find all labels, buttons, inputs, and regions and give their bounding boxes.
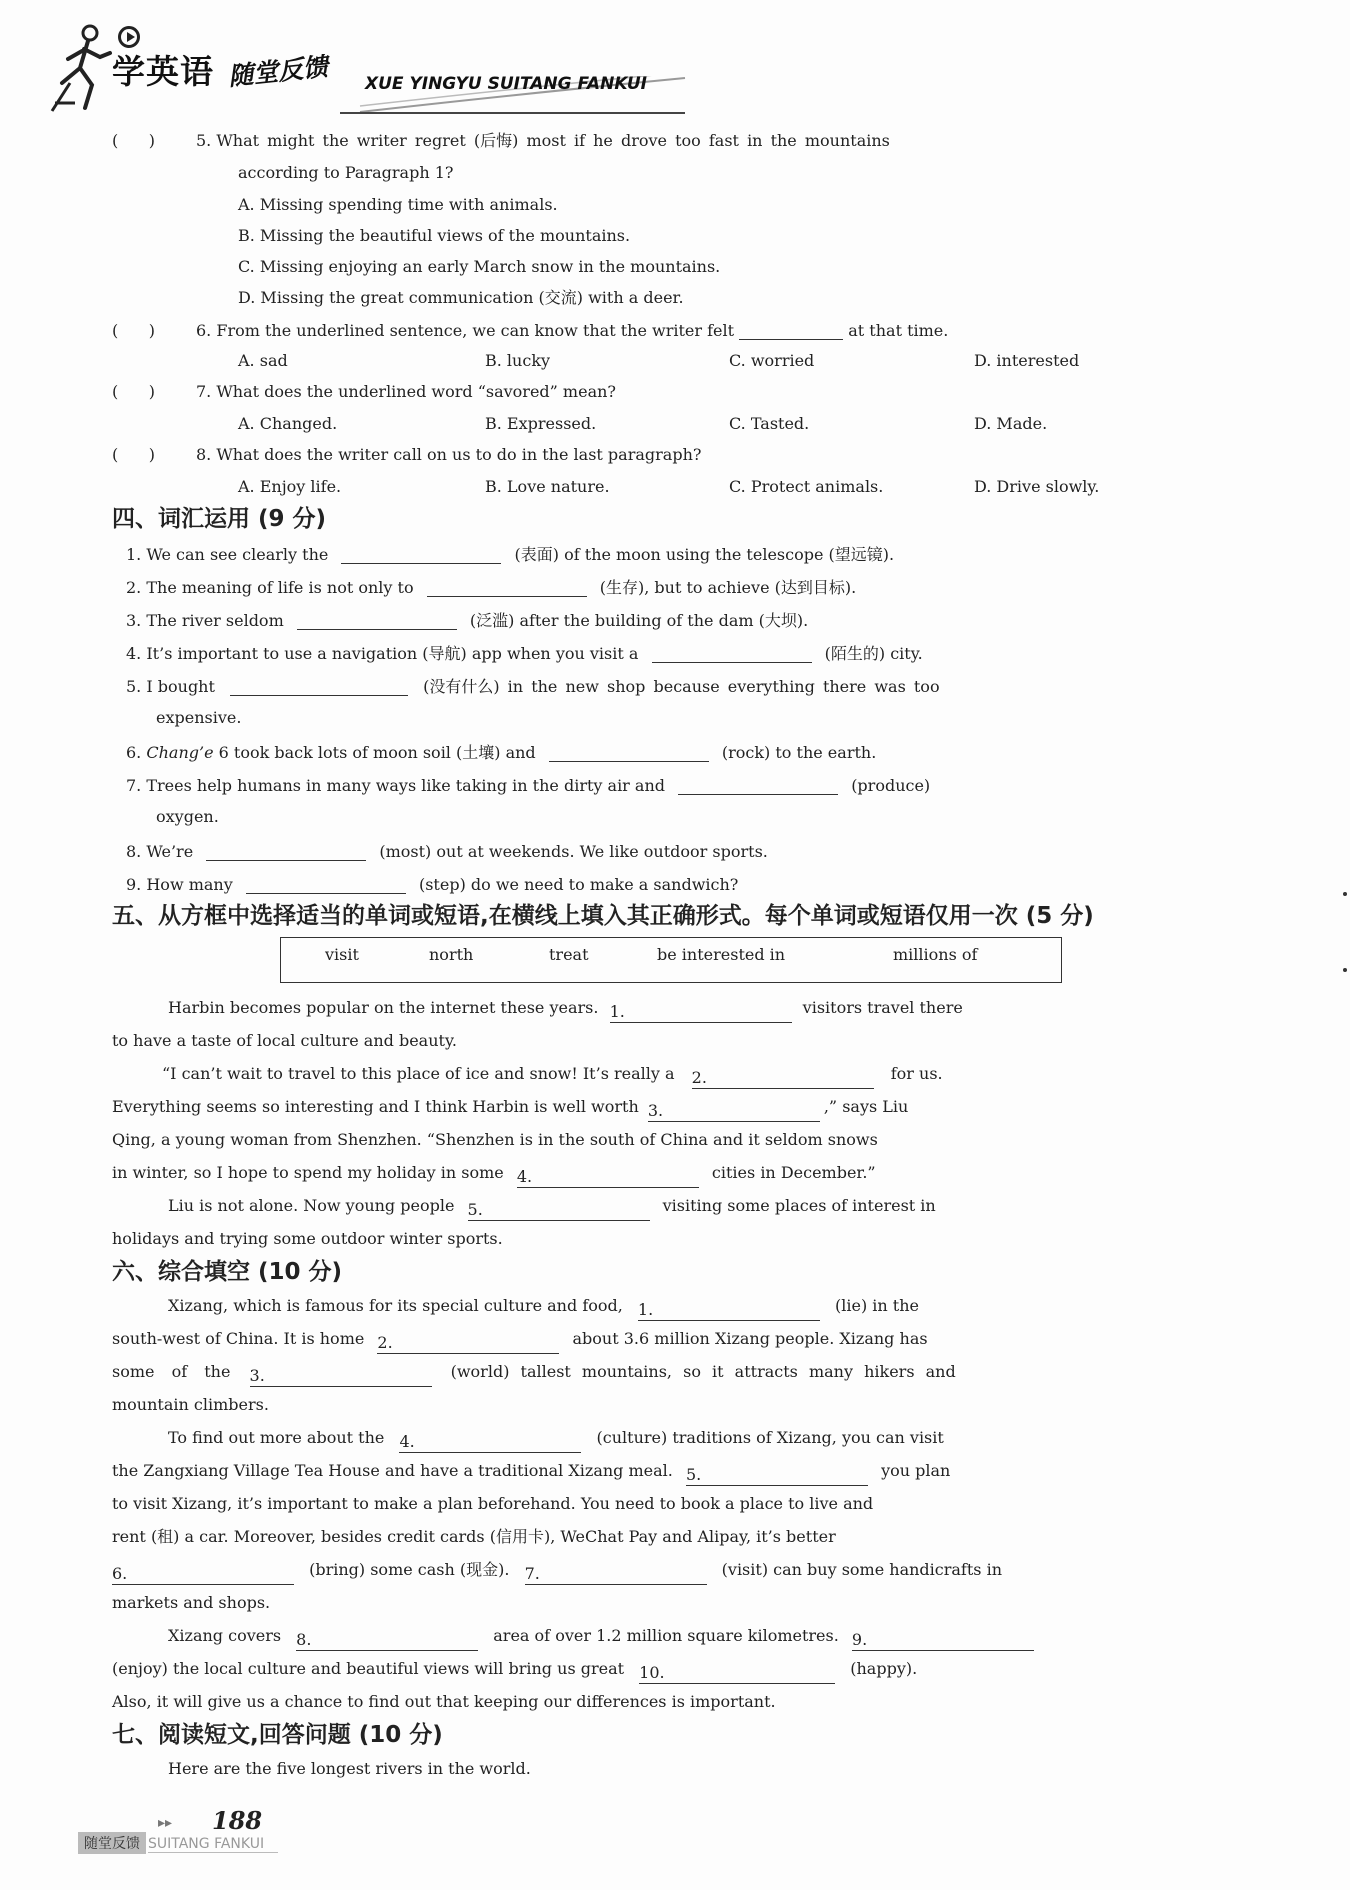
vocab-item-cont: expensive. [156, 708, 242, 727]
item-text: (泛滥) after the building of the dam (大坝). [469, 611, 809, 630]
section-title: 六、综合填空 (10 分) [112, 1259, 343, 1285]
passage-line: to visit Xizang, it’s important to make a plan beforehand. You need to book a place to live and [112, 1494, 874, 1513]
passage-text: you plan [881, 1461, 951, 1480]
passage-line [112, 1323, 928, 1355]
option: B. Love nature. [485, 477, 610, 496]
passage-text: (enjoy) the local culture and beautiful views will bring us great [112, 1659, 625, 1678]
option: B. Expressed. [485, 414, 597, 433]
passage-line: rent (租) a car. Moreover, besides credit cards (信用卡), WeChat Pay and Alipay, it’s better [112, 1527, 836, 1546]
passage-text: for us. [890, 1064, 943, 1083]
passage-text: (bring) some cash (现金). [309, 1560, 510, 1579]
passage-text: in winter, so I hope to spend my holiday in some [112, 1163, 504, 1182]
word-option: north [429, 945, 474, 964]
question-8 [112, 439, 701, 471]
vocab-item-cont: oxygen. [156, 807, 219, 826]
passage-line: holidays and trying some outdoor winter sports. [112, 1229, 503, 1248]
blank-number: 6. [112, 1564, 128, 1583]
question-number: 6. [196, 321, 212, 340]
question-stem-cont: according to Paragraph 1? [238, 163, 454, 182]
blank-number: 9. [851, 1630, 868, 1649]
answer-blank-1[interactable] [610, 996, 792, 1023]
blank-number: 4. [399, 1432, 415, 1451]
answer-bracket[interactable]: ( ) [112, 445, 155, 464]
answer-blank-5[interactable] [468, 1194, 650, 1221]
passage-line [112, 1554, 1002, 1586]
question-number: 8. [196, 445, 212, 464]
item-text: (生存), but to achieve (达到目标). [599, 578, 857, 597]
header-subtitle: 随堂反馈 [226, 51, 330, 92]
passage-line: Also, it will give us a chance to find out that keeping our differences is important. [112, 1692, 776, 1711]
vocab-item [126, 768, 930, 802]
answer-blank-9[interactable] [852, 1624, 1034, 1651]
passage-text: the Zangxiang Village Tea House and have a traditional Xizang meal. [112, 1461, 673, 1480]
blank-number: 10. [639, 1663, 665, 1682]
vocab-item [126, 669, 940, 703]
passage-text: about 3.6 million Xizang people. Xizang has [572, 1329, 928, 1348]
passage-text: Xizang, which is famous for its special culture and food, [168, 1296, 623, 1315]
option: B. lucky [485, 351, 551, 370]
item-text: 6 took back lots of moon soil (土壤) and [213, 743, 536, 762]
passage-text: some of the [112, 1362, 231, 1381]
passage-line: markets and shops. [112, 1593, 271, 1612]
option: D. Drive slowly. [974, 477, 1100, 496]
answer-blank-6[interactable] [112, 1558, 294, 1585]
blank-number: 5. [467, 1200, 483, 1219]
answer-blank[interactable] [206, 834, 366, 861]
word-option: visit [325, 945, 359, 964]
blank-number: 1. [609, 1002, 625, 1021]
blank-number: 7. [524, 1564, 540, 1583]
option: D. Made. [974, 414, 1048, 433]
vocab-item [126, 570, 856, 604]
question-number: 5. [196, 131, 212, 150]
blank-number: 1. [637, 1300, 654, 1319]
passage-line: Qing, a young woman from Shenzhen. “Shenzhen is in the south of China and it seldom snows [112, 1130, 878, 1149]
item-text: (most) out at weekends. We like outdoor sports. [379, 842, 768, 861]
option: A. Missing spending time with animals. [238, 195, 558, 214]
blank-number: 2. [377, 1333, 393, 1352]
word-option: millions of [893, 945, 978, 964]
question-number: 7. [196, 382, 212, 401]
item-text: (表面) of the moon using the telescope (望远镜). [514, 545, 895, 564]
blank-number: 8. [296, 1630, 312, 1649]
answer-blank[interactable] [297, 603, 457, 630]
page-number: 188 [212, 1806, 263, 1835]
passage-line [168, 1422, 944, 1454]
section-title: 四、词汇运用 (9 分) [112, 506, 327, 532]
passage-line [168, 1290, 919, 1322]
item-text: 7. Trees help humans in many ways like taking in the dirty air and [126, 776, 665, 795]
item-text: 4. It’s important to use a navigation (导航) app when you visit a [126, 644, 639, 663]
answer-blank[interactable] [678, 768, 838, 795]
passage-line: to have a taste of local culture and beauty. [112, 1031, 457, 1050]
answer-blank-3[interactable] [250, 1360, 432, 1387]
passage-text: To find out more about the [168, 1428, 385, 1447]
answer-blank-10[interactable] [639, 1657, 835, 1684]
passage-text: (culture) traditions of Xizang, you can visit [596, 1428, 944, 1447]
item-text: 2. The meaning of life is not only to [126, 578, 414, 597]
passage-line [168, 992, 963, 1024]
item-text: 6. [126, 743, 147, 762]
question-stem: What does the underlined word “savored” mean? [216, 382, 616, 401]
passage-line [112, 1356, 956, 1388]
page-header [50, 18, 650, 113]
answer-blank-4[interactable] [399, 1426, 581, 1453]
passage-text: Liu is not alone. Now young people [168, 1196, 455, 1215]
answer-blank[interactable] [739, 313, 843, 340]
passage-line [112, 1455, 950, 1487]
passage-line [112, 1091, 908, 1123]
blank-number: 5. [685, 1465, 702, 1484]
vocab-item [126, 867, 738, 901]
word-option: be interested in [657, 945, 786, 964]
question-stem: What does the writer call on us to do in the last paragraph? [216, 445, 702, 464]
answer-blank[interactable] [230, 669, 408, 696]
option: A. sad [238, 351, 288, 370]
section-title: 五、从方框中选择适当的单词或短语,在横线上填入其正确形式。每个单词或短语仅用一次 (5 分) [112, 903, 1094, 929]
passage-line [112, 1157, 876, 1189]
vocab-item [126, 735, 876, 769]
vocab-item [126, 603, 808, 637]
item-text: (step) do we need to make a sandwich? [418, 875, 739, 894]
arrow-icon: ▸▸ [158, 1815, 173, 1831]
answer-blank-4[interactable] [517, 1161, 699, 1188]
item-text: 1. We can see clearly the [126, 545, 329, 564]
item-text: (陌生的) city. [824, 644, 923, 663]
blank-number: 3. [249, 1366, 265, 1385]
passage-text: (visit) can buy some handicrafts in [721, 1560, 1002, 1579]
footer-tag-cn: 随堂反馈 [78, 1832, 146, 1854]
answer-blank[interactable] [549, 735, 709, 762]
question-5 [112, 125, 1232, 157]
option: D. Missing the great communication (交流) with a deer. [238, 288, 684, 307]
item-text: 3. The river seldom [126, 611, 284, 630]
option: A. Enjoy life. [238, 477, 342, 496]
passage-text: area of over 1.2 million square kilometres. [493, 1626, 839, 1645]
answer-blank-8[interactable] [296, 1624, 478, 1651]
answer-bracket[interactable]: ( ) [112, 131, 155, 150]
passage-text: visitors travel there [802, 998, 963, 1017]
vocab-item [126, 636, 923, 670]
passage-text: Xizang covers [168, 1626, 282, 1645]
answer-blank[interactable] [427, 570, 587, 597]
word-box [280, 937, 1062, 983]
item-text: 9. How many [126, 875, 233, 894]
passage-text: (lie) in the [835, 1296, 919, 1315]
section-intro: Here are the five longest rivers in the world. [168, 1759, 531, 1778]
passage-line [168, 1620, 1034, 1652]
item-text: 5. I bought [126, 677, 215, 696]
vocab-item [126, 834, 768, 868]
answer-blank[interactable] [652, 636, 812, 663]
blank-number: 3. [647, 1101, 664, 1120]
passage-text: (happy). [850, 1659, 918, 1678]
passage-text: (world) tallest mountains, so it attracts many hikers and [450, 1362, 956, 1381]
question-stem: From the underlined sentence, we can know that the writer felt [216, 321, 735, 340]
passage-line [112, 1653, 917, 1685]
answer-blank-5[interactable] [686, 1459, 868, 1486]
option: B. Missing the beautiful views of the mountains. [238, 226, 631, 245]
passage-line [168, 1190, 936, 1222]
item-text: (produce) [851, 776, 931, 795]
question-6 [112, 313, 948, 347]
option: A. Changed. [238, 414, 338, 433]
section-title: 七、阅读短文,回答问题 (10 分) [112, 1722, 443, 1748]
item-text: (没有什么) in the new shop because everything there was too [423, 677, 940, 696]
answer-blank[interactable] [246, 867, 406, 894]
vocab-item [126, 537, 894, 571]
header-title: 学英语 [112, 52, 214, 91]
passage-text: ,” says Liu [823, 1097, 909, 1116]
passage-text: Everything seems so interesting and I think Harbin is well worth [112, 1097, 639, 1116]
footer-tag-en: SUITANG FANKUI [148, 1836, 278, 1853]
answer-blank-3[interactable] [648, 1095, 820, 1122]
answer-blank-2[interactable] [377, 1327, 559, 1354]
answer-blank-1[interactable] [638, 1294, 820, 1321]
question-stem: What might the writer regret (后悔) most if he drove too fast in the mountains [216, 131, 890, 150]
word-option: treat [549, 945, 589, 964]
item-text: 8. We’re [126, 842, 194, 861]
margin-dot [1343, 968, 1347, 972]
answer-blank-7[interactable] [525, 1558, 707, 1585]
header-pinyin: XUE YINGYU SUITANG FANKUI [365, 74, 648, 94]
passage-text: south-west of China. It is home [112, 1329, 365, 1348]
footer-tag [78, 1832, 278, 1854]
option: C. Tasted. [729, 414, 810, 433]
blank-number: 4. [516, 1167, 533, 1186]
passage-line: mountain climbers. [112, 1395, 269, 1414]
play-icon [118, 26, 140, 48]
option: D. interested [974, 351, 1080, 370]
answer-bracket[interactable]: ( ) [112, 321, 155, 340]
option: C. worried [729, 351, 815, 370]
option: C. Missing enjoying an early March snow in the mountains. [238, 257, 721, 276]
item-text-italic: Chang’e [146, 743, 214, 762]
passage-line [162, 1058, 943, 1090]
margin-dot [1343, 892, 1347, 896]
answer-blank-2[interactable] [692, 1062, 874, 1089]
answer-blank[interactable] [341, 537, 501, 564]
passage-text: visiting some places of interest in [662, 1196, 936, 1215]
passage-text: Harbin becomes popular on the internet these years. [168, 998, 599, 1017]
question-stem-after: at that time. [848, 321, 949, 340]
passage-text: “I can’t wait to travel to this place of ice and snow! It’s really a [162, 1064, 675, 1083]
answer-bracket[interactable]: ( ) [112, 382, 155, 401]
question-7 [112, 376, 616, 408]
item-text: (rock) to the earth. [721, 743, 877, 762]
option: C. Protect animals. [729, 477, 884, 496]
blank-number: 2. [691, 1068, 707, 1087]
passage-text: cities in December.” [711, 1163, 876, 1182]
